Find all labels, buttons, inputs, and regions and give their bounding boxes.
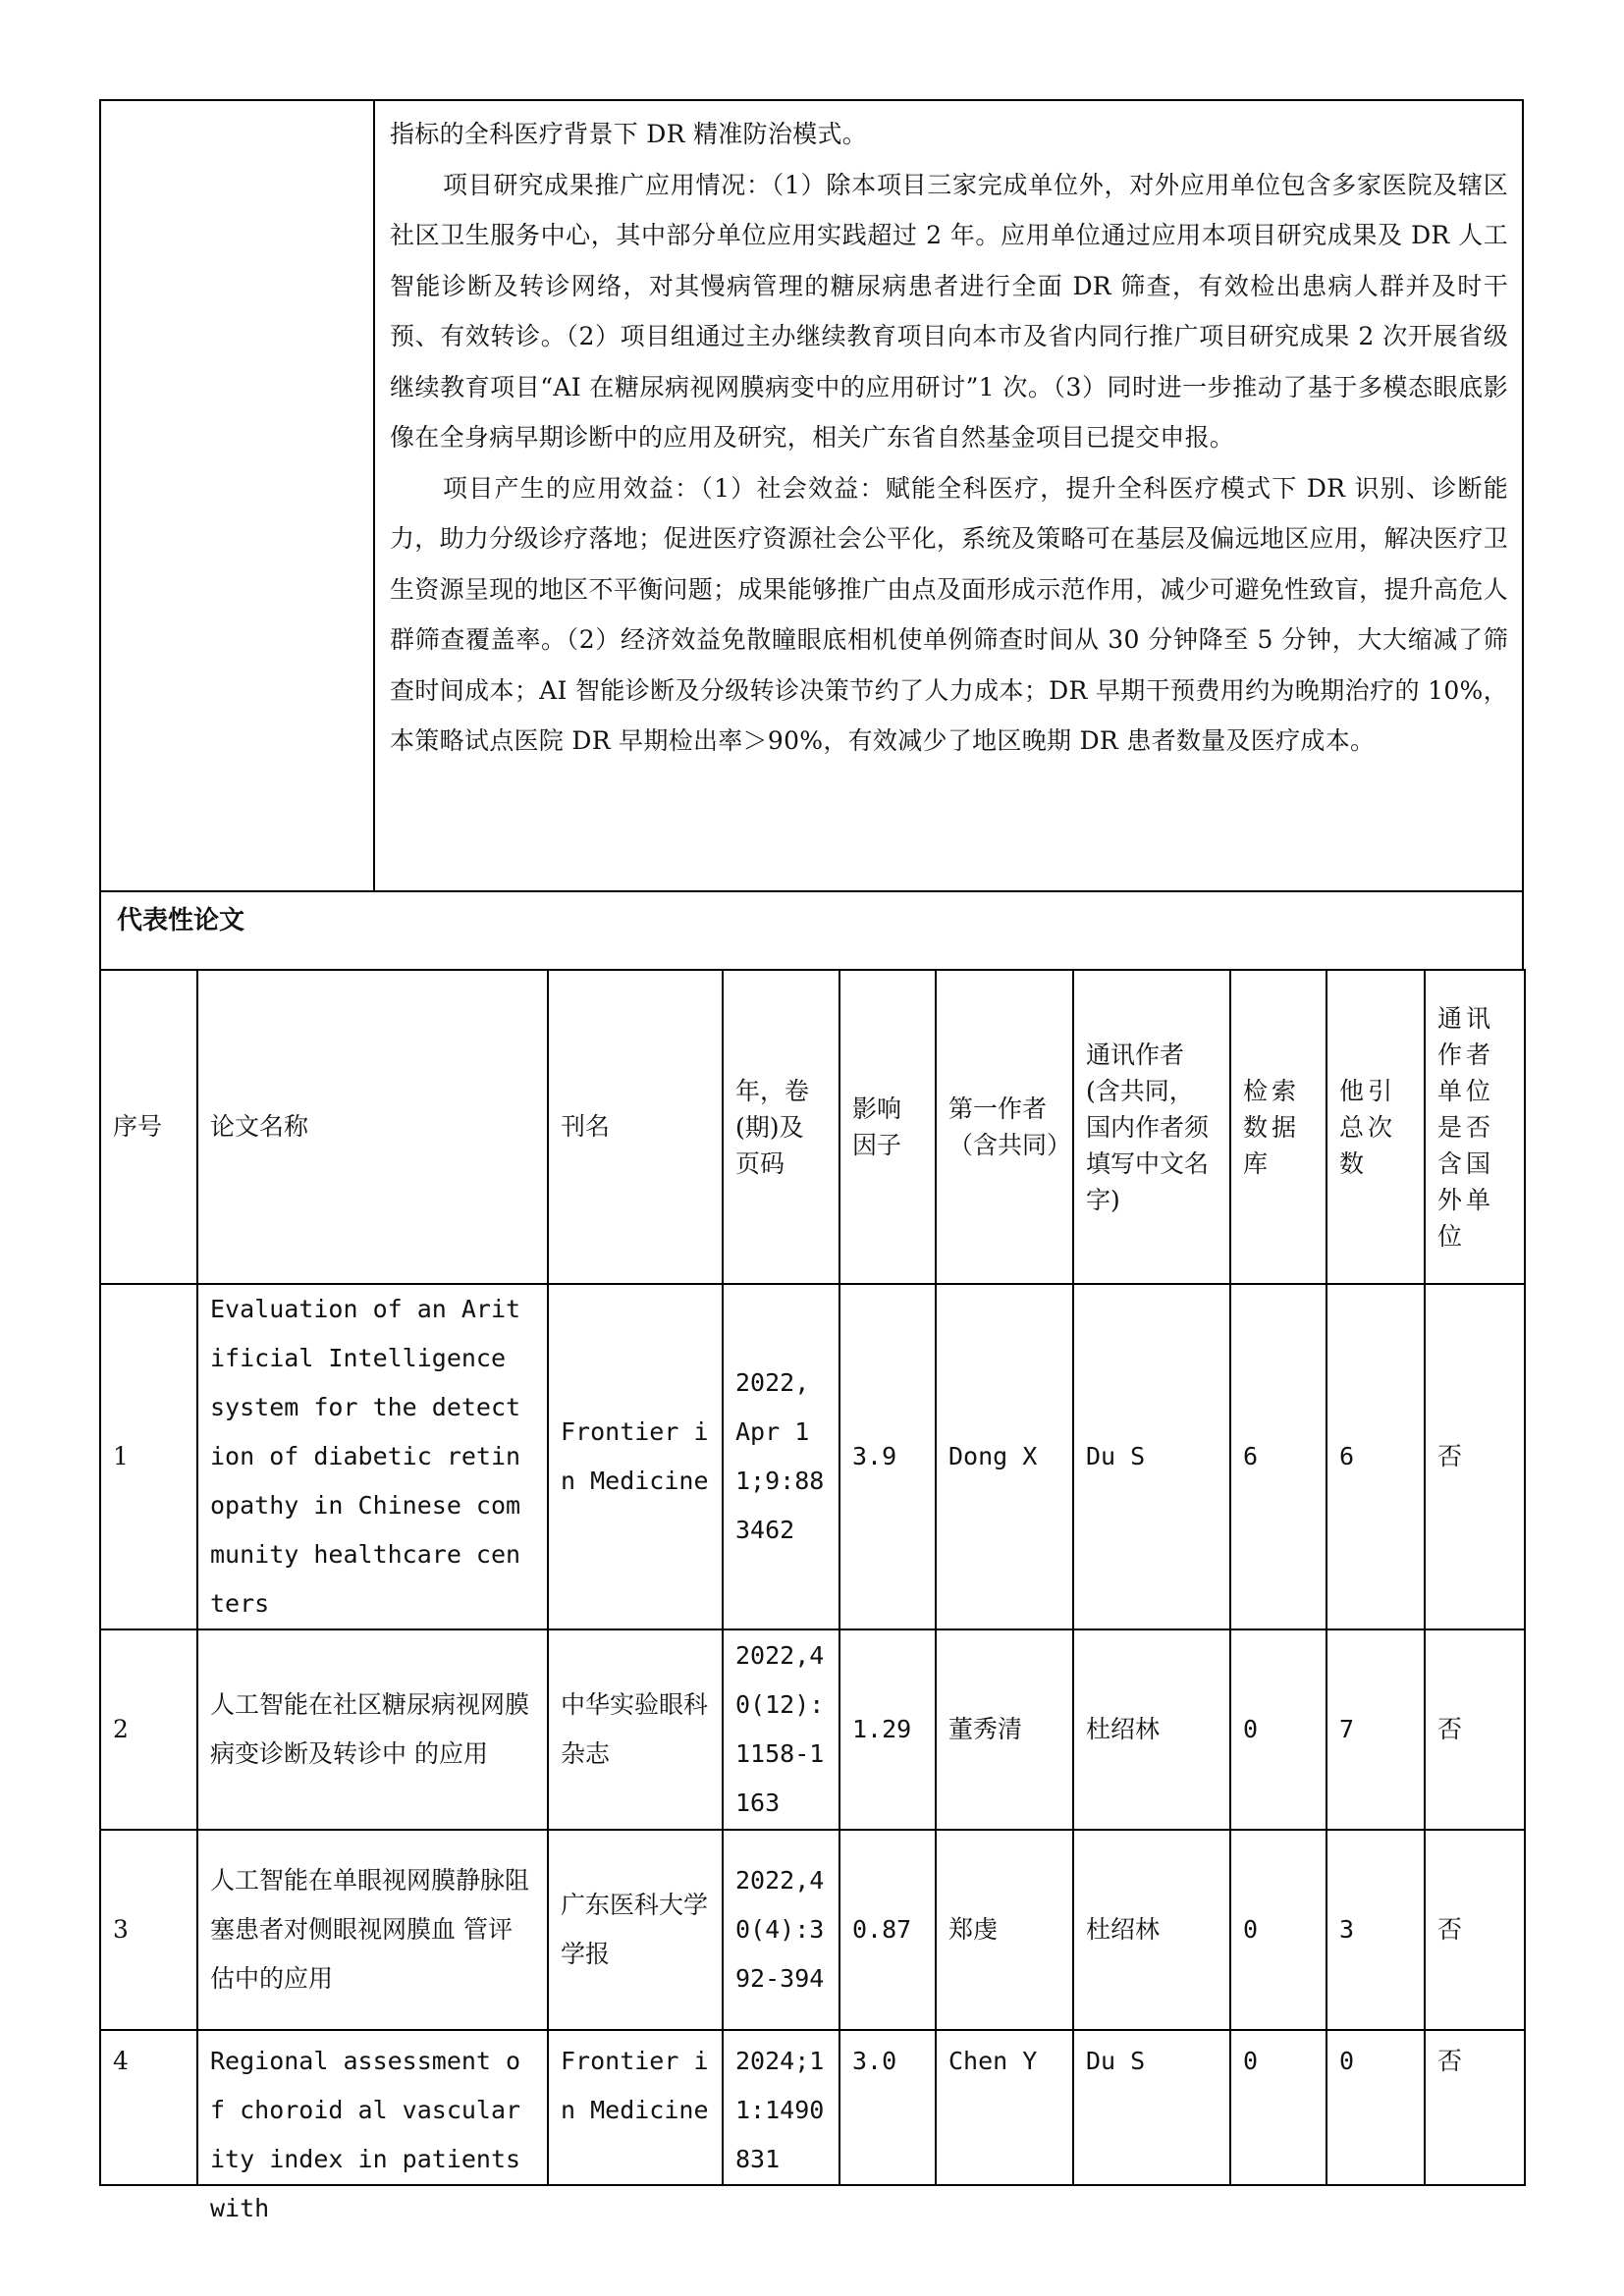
- cell-citations-text: 0: [1339, 2047, 1355, 2075]
- cell-first-author: [936, 2030, 1073, 2185]
- narrative-paragraph-benefits: 项目产生的应用效益：（1）社会效益：赋能全科医疗，提升全科医疗模式下 DR 识别、诊断能力，助力分级诊疗落地；促进医疗资源社会公平化，系统及策略可在基层及偏远地区应用，解决医疗卫生资源呈现的地区不平衡问题；成果能够推广由点及面形成示范作用，减少可避免性致盲，提升高危人群筛查覆盖率。（2）经济效益免散瞳眼底相机使单例筛查时间从 30 分钟降至 5 分钟，大大缩减了筛查时间成本；AI 智能诊断及分级转诊决策节约了人力成本；DR 早期干预费用约为晚期治疗的 10%，本策略试点医院 DR 早期检出率＞90%，有效减少了地区晚期 DR 患者数量及医疗成本。: [390, 473, 1508, 755]
- table-row: [100, 1629, 1525, 1830]
- table-row: [100, 1830, 1525, 2030]
- narrative-paragraph-0: 指标的全科医疗背景下 DR 精准防治模式。: [390, 120, 868, 148]
- cell-seq: 3: [100, 1830, 197, 2030]
- header-impact: 影响因子: [839, 970, 936, 1284]
- cell-corr-author: [1073, 2030, 1230, 2185]
- cell-year: 2022,40(4):392-394: [723, 1830, 839, 2030]
- cell-database-text: 0: [1243, 2047, 1259, 2075]
- cell-title: Evaluation of an Aritificial Intelligence system for the detection of diabetic retinopathy in Chinese community healthcare centers: [197, 1284, 548, 1629]
- cell-corr-author-text: Du S: [1086, 2047, 1146, 2075]
- cell-foreign: [1425, 2030, 1525, 2185]
- narrative-box: [99, 99, 1524, 892]
- cell-journal: Frontier in Medicine: [548, 1284, 723, 1629]
- cell-title: 人工智能在社区糖尿病视网膜病变诊断及转诊中 的应用: [197, 1629, 548, 1830]
- header-citations: 他引总次数: [1326, 970, 1425, 1284]
- cell-year: 2022, Apr 11;9:883462: [723, 1284, 839, 1629]
- cell-citations: [1326, 2030, 1425, 2185]
- cell-journal: [548, 2030, 723, 2185]
- header-year: 年，卷(期)及页码: [723, 970, 839, 1284]
- cell-year: 2022,40(12):1158-1163: [723, 1629, 839, 1830]
- cell-year: [723, 2030, 839, 2185]
- narrative-content-cell: [376, 101, 1522, 890]
- cell-impact: 1.29: [839, 1629, 936, 1830]
- header-database: 检索数据库: [1230, 970, 1326, 1284]
- header-journal: 刊名: [548, 970, 723, 1284]
- cell-citations: 7: [1326, 1629, 1425, 1830]
- cell-foreign-text: 否: [1437, 2047, 1463, 2075]
- cell-database: 6: [1230, 1284, 1326, 1629]
- cell-journal: 广东医科大学学报: [548, 1830, 723, 2030]
- cell-seq: 1: [100, 1284, 197, 1629]
- cell-journal-text: Frontier in Medicine: [561, 2047, 709, 2124]
- cell-journal: 中华实验眼科杂志: [548, 1629, 723, 1830]
- cell-corr-author: 杜绍林: [1073, 1629, 1230, 1830]
- cell-title: 人工智能在单眼视网膜静脉阻塞患者对侧眼视网膜血 管评估中的应用: [197, 1830, 548, 2030]
- cell-title-text: Regional assessment of choroid al vascularity index in patients with: [210, 2047, 521, 2222]
- cell-seq: 2: [100, 1629, 197, 1830]
- section-title: 代表性论文: [117, 906, 245, 935]
- cell-foreign: 否: [1425, 1830, 1525, 2030]
- header-first-author: 第一作者（含共同）: [936, 970, 1073, 1284]
- cell-seq-text: 4: [113, 2047, 129, 2075]
- cell-corr-author: Du S: [1073, 1284, 1230, 1629]
- cell-impact-text: 3.0: [852, 2047, 897, 2075]
- cell-impact: 3.9: [839, 1284, 936, 1629]
- cell-database: 0: [1230, 1830, 1326, 2030]
- table-header-row: [100, 970, 1525, 1284]
- cell-first-author-text: Chen Y: [948, 2047, 1038, 2075]
- cell-title: [197, 2030, 548, 2222]
- cell-impact: [839, 2030, 936, 2185]
- table-row: [100, 1284, 1525, 1629]
- papers-table: [99, 969, 1526, 2222]
- papers-section-header: [99, 890, 1524, 971]
- header-seq: 序号: [100, 970, 197, 1284]
- cell-first-author: 郑虔: [936, 1830, 1073, 2030]
- cell-database: 0: [1230, 1629, 1326, 1830]
- cell-corr-author: 杜绍林: [1073, 1830, 1230, 2030]
- cell-citations: 3: [1326, 1830, 1425, 2030]
- header-corr-author: 通讯作者(含共同，国内作者须填写中文名字): [1073, 970, 1230, 1284]
- narrative-paragraph-promotion: 项目研究成果推广应用情况：（1）除本项目三家完成单位外，对外应用单位包含多家医院及辖区社区卫生服务中心，其中部分单位应用实践超过 2 年。应用单位通过应用本项目研究成果及 DR 人工智能诊断及转诊网络，对其慢病管理的糖尿病患者进行全面 DR 筛查，有效检出患病人群并及时干预、有效转诊。（2）项目组通过主办继续教育项目向本市及省内同行推广项目研究成果 2 次开展省级继续教育项目“AI 在糖尿病视网膜病变中的应用研讨”1 次。（3）同时进一步推动了基于多模态眼底影像在全身病早期诊断中的应用及研究，相关广东省自然基金项目已提交申报。: [390, 170, 1508, 452]
- header-foreign: 通讯作者单位是否含国外单位: [1425, 970, 1525, 1284]
- cell-foreign: 否: [1425, 1629, 1525, 1830]
- table-row: [100, 2030, 1525, 2185]
- header-title: 论文名称: [197, 970, 548, 1284]
- cell-citations: 6: [1326, 1284, 1425, 1629]
- cell-database: [1230, 2030, 1326, 2185]
- cell-seq: [100, 2030, 197, 2185]
- narrative-label-cell: [101, 101, 375, 890]
- cell-first-author: 董秀清: [936, 1629, 1073, 1830]
- cell-year-text: 2024;11:1490831: [735, 2047, 825, 2173]
- cell-impact: 0.87: [839, 1830, 936, 2030]
- cell-foreign: 否: [1425, 1284, 1525, 1629]
- cell-first-author: Dong X: [936, 1284, 1073, 1629]
